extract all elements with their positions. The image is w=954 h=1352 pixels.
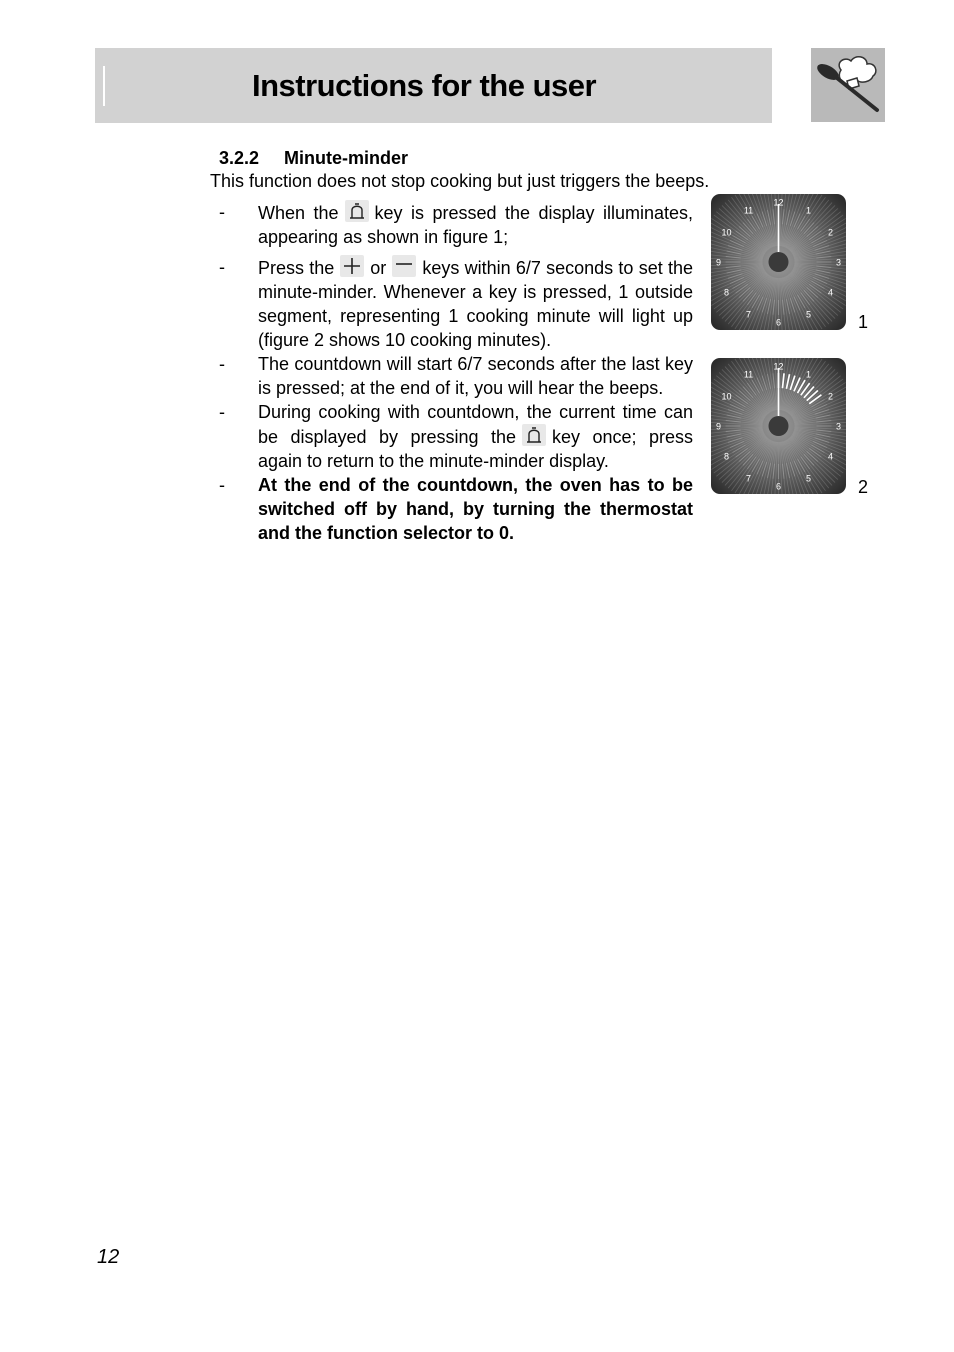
dial-number: 8 — [724, 287, 730, 298]
spoon-chef-hat-icon — [811, 48, 885, 122]
minute-minder-dial-figure-1 — [711, 194, 846, 330]
list-item: - When the key is pressed the display illuminates, appearing as shown in figure 1; — [219, 202, 693, 247]
page-number: 12 — [97, 1246, 120, 1268]
dial-number: 3 — [835, 421, 842, 432]
page-title: Instructions for the user — [252, 68, 597, 103]
dial-center — [769, 416, 789, 436]
dial-center — [769, 252, 789, 272]
dial-number: 5 — [805, 309, 812, 320]
dial-number: 10 — [721, 391, 732, 402]
dial-number: 12 — [773, 197, 784, 208]
list-item: - At the end of the countdown, the oven has to be switched off by hand, by turning the thermostat and the function selector to 0. — [219, 475, 693, 543]
dial-number: 5 — [805, 473, 812, 484]
minute-minder-dial-figure-2 — [711, 358, 846, 494]
dial-number: 9 — [715, 257, 722, 268]
figure-label-1: 1 — [858, 312, 869, 332]
bell-icon — [522, 424, 546, 446]
dial-number: 1 — [805, 205, 812, 216]
dial-number: 10 — [721, 227, 732, 238]
dial-number: 11 — [743, 205, 754, 216]
dial-number: 2 — [827, 391, 833, 402]
figure-label-2: 2 — [858, 477, 869, 497]
list-item: - The countdown will start 6/7 seconds after the last key is pressed; at the end of it, you will hear the beeps. — [219, 354, 693, 398]
dial-number: 7 — [745, 309, 752, 320]
list-item: - During cooking with countdown, the current time can be displayed by pressing the key once; press again to return to the minute-minder display. — [219, 402, 694, 471]
section-title: Minute-minder — [284, 148, 408, 168]
dial-number: 8 — [724, 451, 730, 462]
dial-number: 1 — [805, 369, 812, 380]
section-heading — [219, 148, 408, 169]
section-number: 3.2.2 — [219, 148, 260, 168]
section-intro: This function does not stop cooking but just triggers the beeps. — [210, 171, 710, 191]
dial-number: 9 — [715, 421, 722, 432]
dial-number: 7 — [745, 473, 752, 484]
list-item: - Press the or keys within 6/7 seconds to set the minute-minder. Whenever a key is pressed, 1 outside segment, representing 1 cooking minute will light up (figure 2 shows 10 cooking minutes). — [219, 257, 693, 350]
dial-number: 4 — [827, 451, 833, 462]
dial-number: 6 — [775, 481, 782, 492]
minus-icon — [392, 255, 416, 277]
bell-icon — [345, 200, 369, 222]
header-edge-line — [103, 66, 105, 106]
dial-number: 6 — [775, 317, 782, 328]
instruction-list — [219, 200, 693, 545]
dial-number: 12 — [773, 361, 784, 372]
dial-number: 11 — [743, 369, 754, 380]
plus-icon — [340, 255, 364, 277]
dial-number: 3 — [835, 257, 842, 268]
dial-number: 2 — [827, 227, 833, 238]
dial-number: 4 — [827, 287, 833, 298]
header-bar — [95, 48, 772, 123]
